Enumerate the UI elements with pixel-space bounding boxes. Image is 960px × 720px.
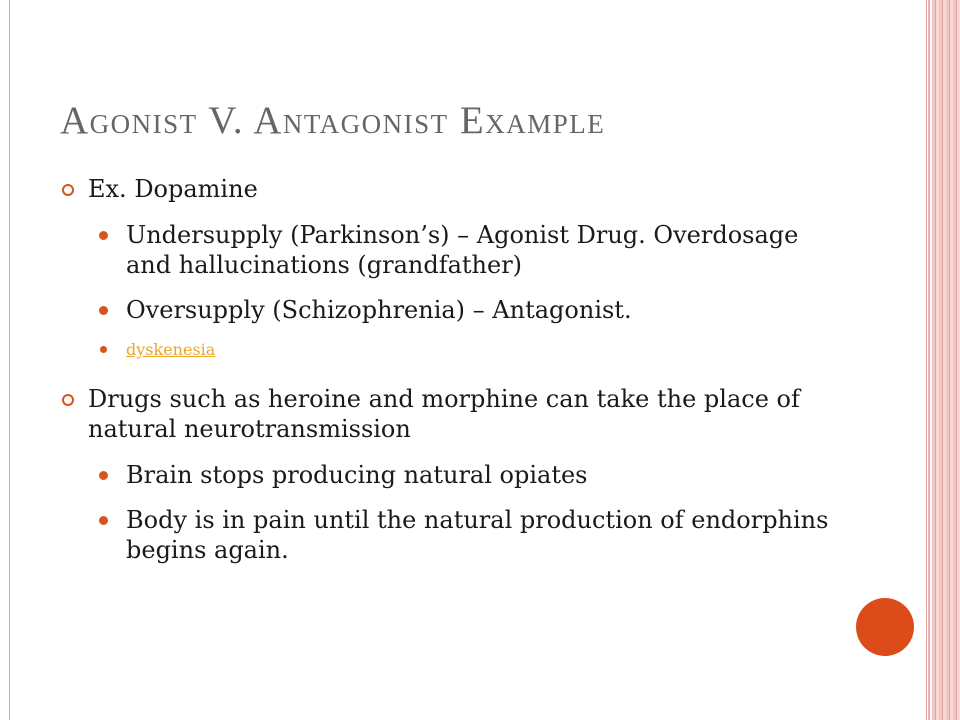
sub-bullet-body [88,505,840,565]
dot-bullet-icon [100,346,107,353]
sub-bullet-undersupply [88,220,840,280]
slide-title: Agonist V. Antagonist Example [60,99,606,142]
bullet-dopamine [60,174,840,360]
bullet-text: Ex. Dopamine [88,175,258,203]
sub-bullet-text: Undersupply (Parkinson’s) – Agonist Drug. Overdosage and hallucinations (grandfather) [126,221,799,279]
dot-bullet-icon [99,306,108,315]
dot-bullet-icon [99,231,108,240]
dyskenesia-link[interactable]: dyskenesia [126,340,216,359]
dot-bullet-icon [99,471,108,480]
sub-bullet-list [88,460,840,565]
sub-bullet-text: Oversupply (Schizophrenia) – Antagonist. [126,296,632,324]
side-band-decoration [932,0,960,720]
sub-bullet-list [88,220,840,360]
side-band-line [928,0,930,720]
slide-content [60,174,840,585]
sub-bullet-text: Brain stops producing natural opiates [126,461,588,489]
bullet-drugs [60,384,840,565]
ring-bullet-icon [62,394,74,406]
dot-bullet-icon [99,516,108,525]
sub-bullet-oversupply [88,295,840,325]
orange-circle-decoration [856,598,914,656]
sub-bullet-text: Body is in pain until the natural production of endorphins begins again. [126,506,829,564]
sub-bullet-link [88,340,840,360]
ring-bullet-icon [62,184,74,196]
bullet-text: Drugs such as heroine and morphine can take the place of natural neurotransmission [88,385,800,443]
sub-bullet-brain [88,460,840,490]
